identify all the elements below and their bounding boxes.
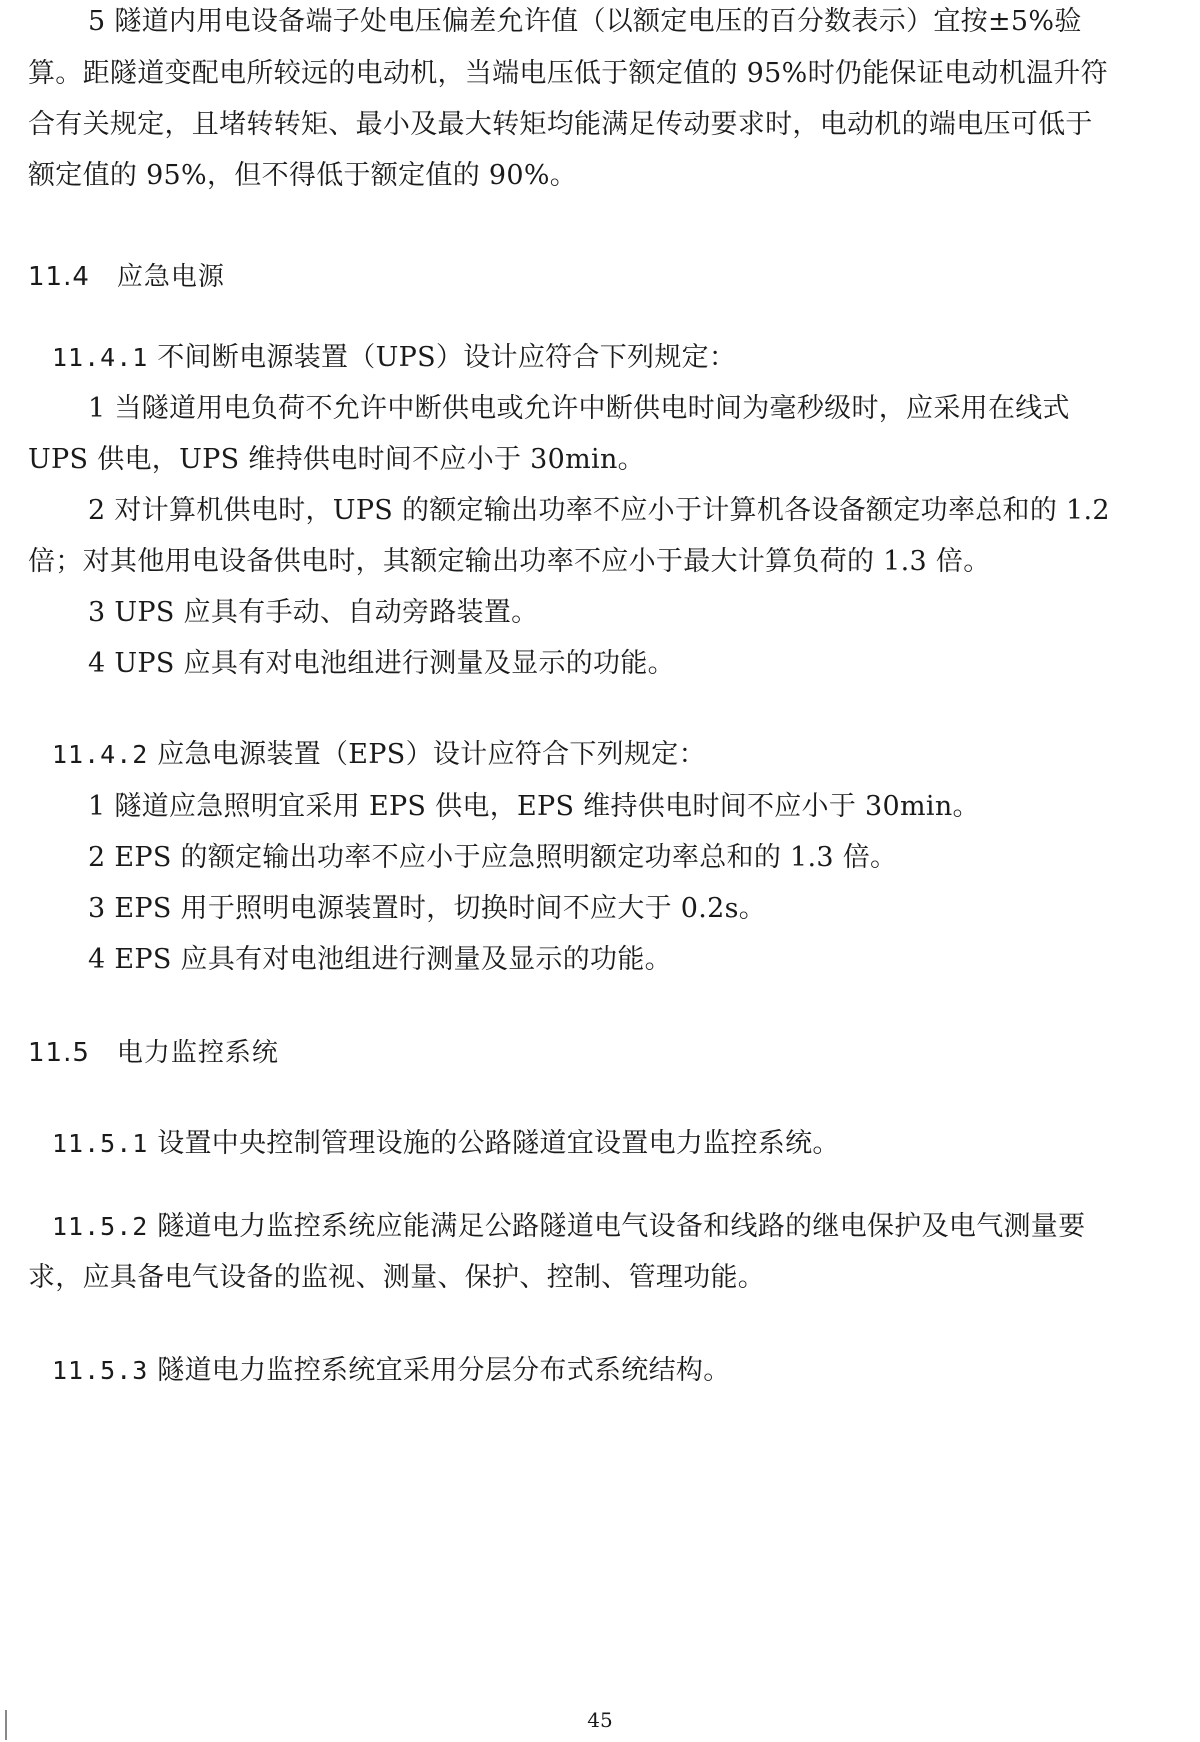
clause-number: 11.5.2	[52, 1212, 149, 1241]
clause-number: 11.4.2	[52, 740, 149, 769]
list-item-line: 1 当隧道用电负荷不允许中断供电或允许中断供电时间为毫秒级时，应采用在线式	[88, 393, 1070, 424]
clause-title: 应急电源装置（EPS）设计应符合下列规定：	[157, 739, 706, 770]
section-heading-11-4: 11.4 应急电源	[28, 262, 225, 292]
list-item-line: 倍；对其他用电设备供电时，其额定输出功率不应小于最大计算负荷的 1.3 倍。	[28, 546, 991, 577]
clause-11-5-2-line-2: 求，应具备电气设备的监视、测量、保护、控制、管理功能。	[28, 1262, 766, 1293]
item-5-line-4: 额定值的 95%，但不得低于额定值的 90%。	[28, 160, 578, 191]
clause-text: 隧道电力监控系统应能满足公路隧道电气设备和线路的继电保护及电气测量要	[157, 1211, 1086, 1242]
item-5-line-2: 算。距隧道变配电所较远的电动机，当端电压低于额定值的 95%时仍能保证电动机温升符	[28, 58, 1108, 89]
list-item-line: 4 EPS 应具有对电池组进行测量及显示的功能。	[88, 944, 672, 975]
clause-number: 11.4.1	[52, 343, 149, 372]
clause-11-4-1	[52, 341, 736, 375]
item-5-line-3: 合有关规定，且堵转转矩、最小及最大转矩均能满足传动要求时，电动机的端电压可低于	[28, 109, 1093, 140]
section-heading-11-5: 11.5 电力监控系统	[28, 1038, 279, 1068]
list-item-line: 1 隧道应急照明宜采用 EPS 供电，EPS 维持供电时间不应小于 30min。	[88, 791, 980, 822]
list-item-line: 2 EPS 的额定输出功率不应小于应急照明额定功率总和的 1.3 倍。	[88, 842, 898, 873]
clause-11-5-3	[52, 1354, 731, 1388]
clause-number: 11.5.3	[52, 1356, 149, 1385]
clause-title: 不间断电源装置（UPS）设计应符合下列规定：	[157, 342, 737, 373]
clause-11-5-2	[52, 1210, 1085, 1244]
list-item-line: 3 EPS 用于照明电源装置时，切换时间不应大于 0.2s。	[88, 893, 767, 924]
list-item-line: 2 对计算机供电时，UPS 的额定输出功率不应小于计算机各设备额定功率总和的 1.2	[88, 495, 1110, 526]
list-item-line: 3 UPS 应具有手动、自动旁路装置。	[88, 597, 539, 628]
clause-text: 隧道电力监控系统宜采用分层分布式系统结构。	[157, 1355, 731, 1386]
clause-number: 11.5.1	[52, 1129, 149, 1158]
item-5-line-1: 5 隧道内用电设备端子处电压偏差允许值（以额定电压的百分数表示）宜按±5%验	[88, 6, 1082, 37]
page-number: 45	[587, 1708, 613, 1732]
clause-11-4-2	[52, 738, 706, 772]
clause-11-5-1	[52, 1127, 840, 1161]
list-item-line: 4 UPS 应具有对电池组进行测量及显示的功能。	[88, 648, 675, 679]
clause-text: 设置中央控制管理设施的公路隧道宜设置电力监控系统。	[157, 1128, 840, 1159]
list-item-line: UPS 供电，UPS 维持供电时间不应小于 30min。	[28, 444, 645, 475]
